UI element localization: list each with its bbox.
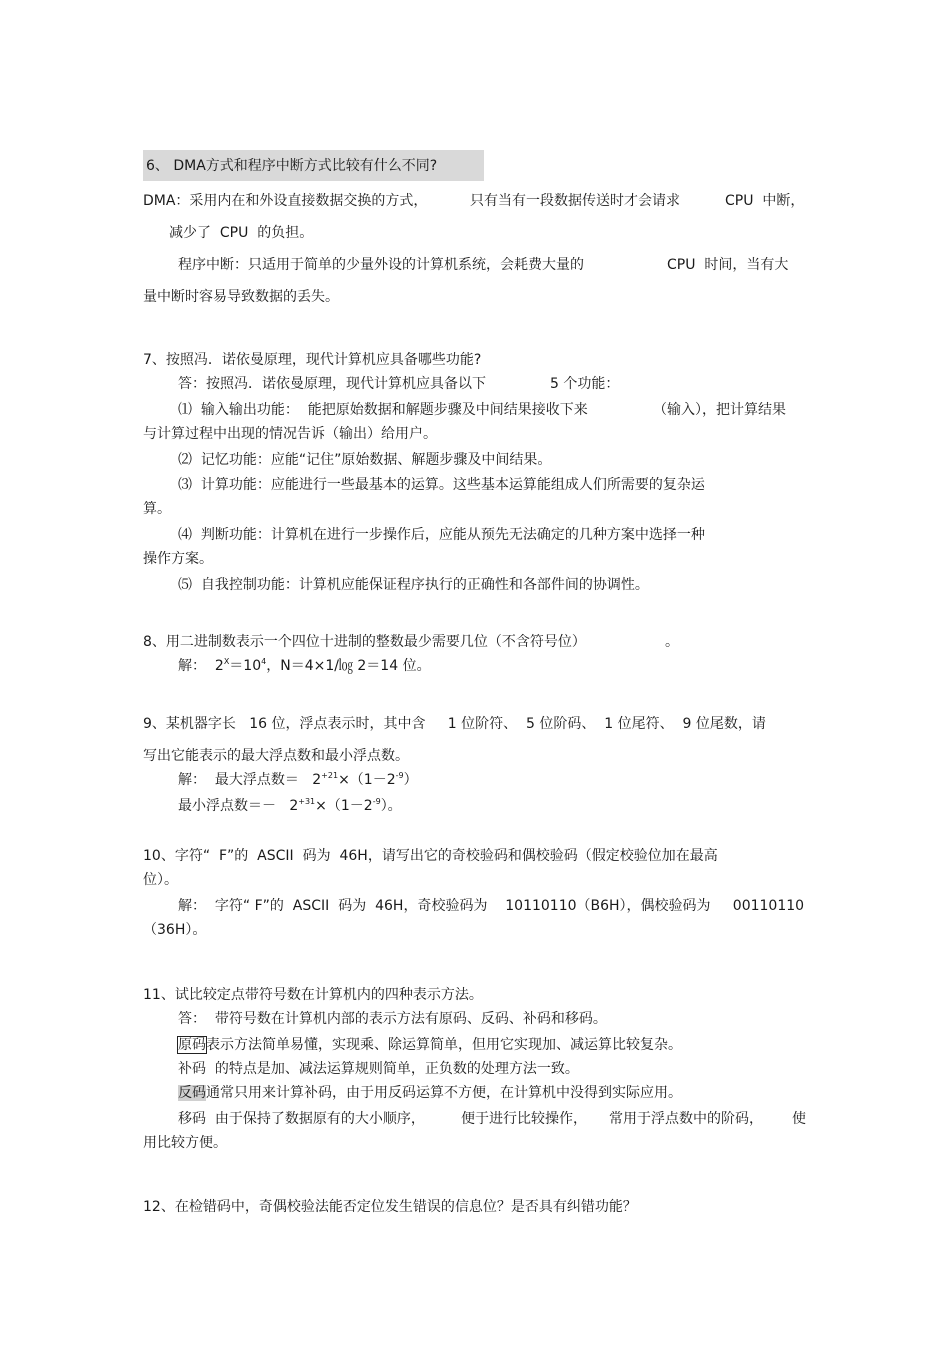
q11-line1: 答： 带符号数在计算机内部的表示方法有原码、反码、补码和移码。 xyxy=(178,1011,607,1027)
q11-line5d: 使 xyxy=(792,1111,806,1127)
q7-line9: ⑸ 自我控制功能：计算机应能保证程序执行的正确性和各部件间的协调性。 xyxy=(178,577,649,593)
q6-line3a: 程序中断：只适用于简单的少量外设的计算机系统，会耗费大量的 xyxy=(178,257,584,273)
q9-min-sup2: -9 xyxy=(372,797,381,806)
q11-line3: 补码 的特点是加、减法运算规则简单，正负数的处理方法一致。 xyxy=(178,1061,579,1077)
q10-title: 10、字符“ F”的 ASCII 码为 46H，请写出它的奇校验码和偶校验码（假定校验位加在最高 xyxy=(143,848,718,864)
q9-min-b: ×（1－2 xyxy=(315,798,373,814)
q11-line6: 用比较方便。 xyxy=(143,1135,227,1151)
q8-title: 8、用二进制数表示一个四位十进制的整数最少需要几位（不含符号位） xyxy=(143,634,586,650)
q11-line5c: 常用于浮点数中的阶码， xyxy=(609,1111,763,1127)
q11-fanma-highlight: 反码 xyxy=(178,1085,206,1101)
q11-line2 xyxy=(178,1035,682,1055)
q11-line5b: 便于进行比较操作， xyxy=(461,1111,587,1127)
q7-line3: 与计算过程中出现的情况告诉（输出）给用户。 xyxy=(143,426,437,442)
q6-line1b: 只有当有一段数据传送时才会请求 xyxy=(470,193,680,209)
q9-max xyxy=(178,770,418,790)
q9-max-sup2: -9 xyxy=(395,771,404,780)
q8-sup-4: 4 xyxy=(261,657,267,666)
q7-line5: ⑶ 计算功能：应能进行一些最基本的运算。这些基本运算能组成人们所需要的复杂运 xyxy=(178,477,705,493)
q8-sol-a: 解： 2 xyxy=(178,658,224,674)
q9-max-a: 解： 最大浮点数＝ 2 xyxy=(178,772,322,788)
q10-solution: 解： 字符“ F”的 ASCII 码为 46H，奇校验码为 10110110（B6H），偶校验码为 00110110 xyxy=(178,898,805,914)
q9-max-c: ） xyxy=(403,772,418,788)
q9-min-c: ）。 xyxy=(380,798,402,814)
q11-yuanma-box: 原码 xyxy=(178,1037,206,1053)
q7-title: 7、按照冯．诺依曼原理，现代计算机应具备哪些功能? xyxy=(143,352,482,368)
q11-line5a: 移码 由于保持了数据原有的大小顺序， xyxy=(178,1111,425,1127)
q9-min-sup: +31 xyxy=(298,797,316,806)
q8-title-end: 。 xyxy=(665,634,679,650)
q7-line6: 算。 xyxy=(143,501,171,517)
q11-line4 xyxy=(178,1083,682,1103)
q9-max-b: ×（1－2 xyxy=(338,772,396,788)
q6-title: 6、 DMA方式和程序中断方式比较有什么不同? xyxy=(146,158,438,174)
q6-line2: 减少了 CPU 的负担。 xyxy=(169,225,314,241)
q11-line2-rest: 表示方法简单易懂，实现乘、除运算简单，但用它实现加、减运算比较复杂。 xyxy=(206,1037,682,1053)
q6-line4: 量中断时容易导致数据的丢失。 xyxy=(143,289,339,305)
q7-line8: 操作方案。 xyxy=(143,551,213,567)
q8-sol-c: ，N＝4×1/㏒ 2＝14 位。 xyxy=(266,658,431,674)
q8-sup-x: X xyxy=(223,657,230,666)
q7-line4: ⑵ 记忆功能：应能“记住”原始数据、解题步骤及中间结果。 xyxy=(178,452,552,468)
q7-line2b: （输入），把计算结果 xyxy=(653,402,786,418)
q12-title: 12、在检错码中，奇偶校验法能否定位发生错误的信息位？是否具有纠错功能？ xyxy=(143,1199,637,1215)
q9-min xyxy=(178,796,402,816)
q9-max-sup: +21 xyxy=(321,771,339,780)
q6-line3b: CPU 时间，当有大 xyxy=(667,257,789,273)
q7-line2a: ⑴ 输入输出功能： 能把原始数据和解题步骤及中间结果接收下来 xyxy=(178,402,588,418)
q7-line7: ⑷ 判断功能：计算机在进行一步操作后，应能从预先无法确定的几种方案中选择一种 xyxy=(178,527,705,543)
q6-line1a: DMA：采用内在和外设直接数据交换的方式， xyxy=(143,193,428,209)
q7-line1a: 答：按照冯．诺依曼原理，现代计算机应具备以下 xyxy=(178,376,486,392)
q10-line2: 位）。 xyxy=(143,872,178,888)
q8-sol-b: ＝10 xyxy=(229,658,262,674)
q11-title: 11、试比较定点带符号数在计算机内的四种表示方法。 xyxy=(143,987,483,1003)
q9-title: 9、某机器字长 16 位，浮点表示时，其中含 1 位阶符、 5 位阶码、 1 位尾符、 9 位尾数，请 xyxy=(143,716,766,732)
q6-line1c: CPU 中断， xyxy=(725,193,805,209)
q9-line2: 写出它能表示的最大浮点数和最小浮点数。 xyxy=(143,748,409,764)
q9-min-a: 最小浮点数＝－ 2 xyxy=(178,798,299,814)
q11-line4-rest: 通常只用来计算补码，由于用反码运算不方便，在计算机中没得到实际应用。 xyxy=(206,1085,682,1101)
q7-line1b: 5 个功能： xyxy=(550,376,620,392)
q10-solution-end: （36H）。 xyxy=(143,922,207,938)
q8-solution xyxy=(178,656,431,676)
